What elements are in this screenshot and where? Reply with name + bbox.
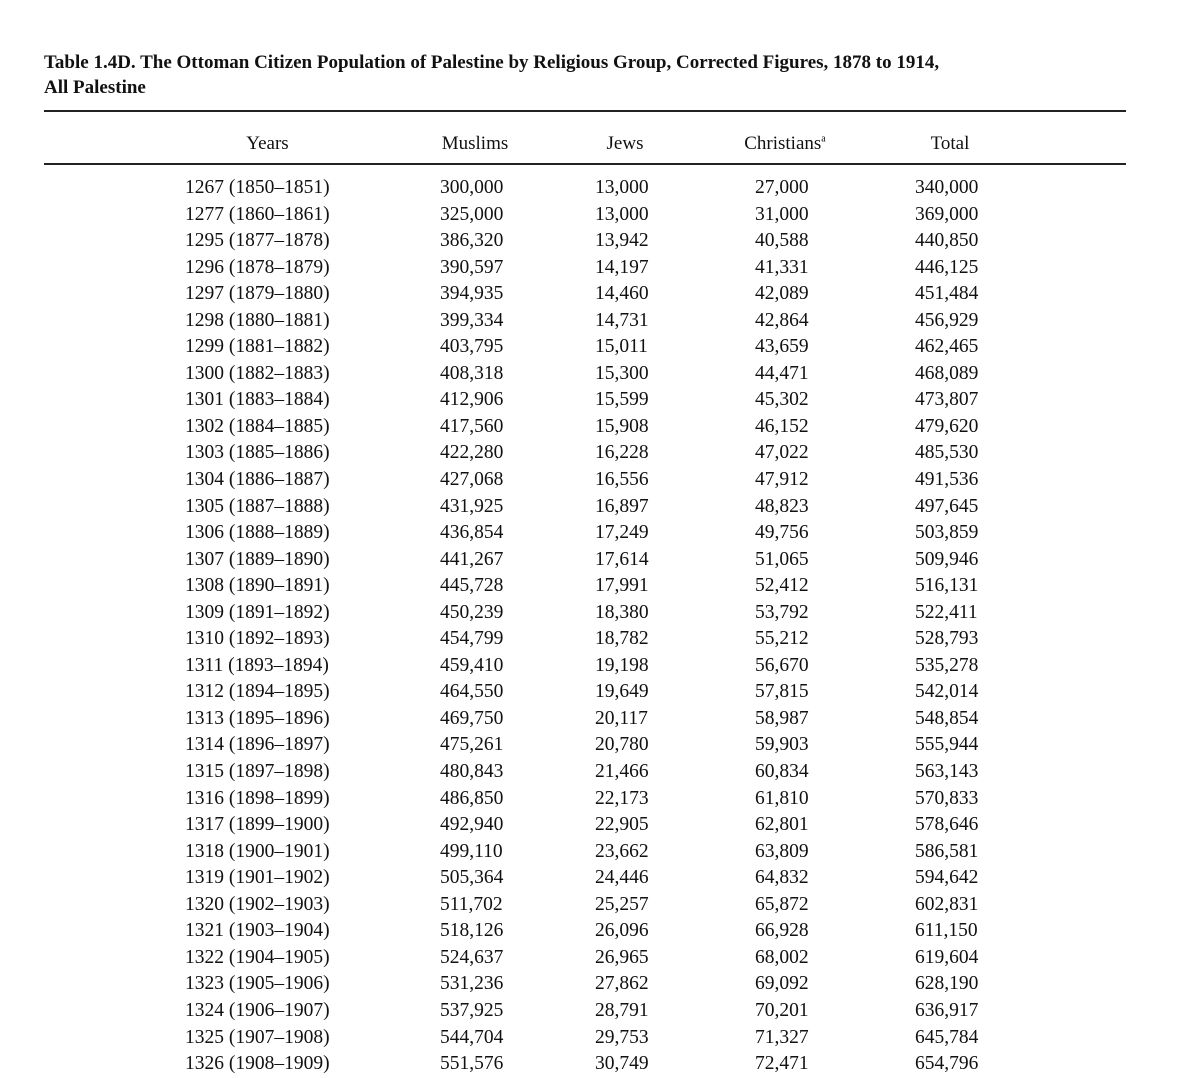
cell-christians: 48,823	[755, 495, 809, 517]
table-row	[0, 998, 1200, 1025]
table-row	[0, 440, 1200, 467]
cell-muslims: 445,728	[440, 575, 504, 597]
cell-total: 535,278	[915, 654, 979, 676]
table-row	[0, 467, 1200, 494]
cell-muslims: 531,236	[440, 973, 504, 995]
cell-christians: 46,152	[755, 415, 809, 437]
cell-years: 1301 (1883–1884)	[185, 389, 330, 411]
cell-jews: 30,749	[595, 1053, 649, 1075]
cell-years: 1322 (1904–1905)	[185, 946, 330, 968]
cell-muslims: 486,850	[440, 787, 504, 809]
cell-total: 570,833	[915, 787, 979, 809]
cell-years: 1307 (1889–1890)	[185, 548, 330, 570]
cell-christians: 43,659	[755, 336, 809, 358]
cell-muslims: 469,750	[440, 707, 504, 729]
cell-total: 440,850	[915, 230, 979, 252]
cell-muslims: 492,940	[440, 814, 504, 836]
table-row	[0, 520, 1200, 547]
cell-years: 1299 (1881–1882)	[185, 336, 330, 358]
cell-jews: 22,173	[595, 787, 649, 809]
cell-years: 1308 (1890–1891)	[185, 575, 330, 597]
cell-years: 1324 (1906–1907)	[185, 999, 330, 1021]
cell-total: 611,150	[915, 920, 978, 942]
cell-jews: 17,991	[595, 575, 649, 597]
cell-jews: 15,300	[595, 362, 649, 384]
cell-muslims: 480,843	[440, 761, 504, 783]
table-row	[0, 865, 1200, 892]
cell-jews: 16,897	[595, 495, 649, 517]
cell-christians: 53,792	[755, 601, 809, 623]
column-header-years: Years	[246, 133, 289, 154]
cell-muslims: 431,925	[440, 495, 504, 517]
table-row	[0, 281, 1200, 308]
cell-muslims: 475,261	[440, 734, 504, 756]
cell-jews: 21,466	[595, 761, 649, 783]
cell-total: 645,784	[915, 1026, 979, 1048]
column-header-muslims: Muslims	[441, 133, 509, 154]
cell-jews: 13,000	[595, 203, 649, 225]
cell-total: 654,796	[915, 1053, 979, 1075]
cell-years: 1306 (1888–1889)	[185, 522, 330, 544]
cell-years: 1295 (1877–1878)	[185, 230, 330, 252]
cell-christians: 58,987	[755, 707, 809, 729]
cell-total: 522,411	[915, 601, 978, 623]
cell-muslims: 464,550	[440, 681, 504, 703]
cell-years: 1321 (1903–1904)	[185, 920, 330, 942]
cell-muslims: 524,637	[440, 946, 504, 968]
cell-jews: 18,380	[595, 601, 649, 623]
cell-years: 1323 (1905–1906)	[185, 973, 330, 995]
cell-muslims: 399,334	[440, 309, 504, 331]
cell-years: 1302 (1884–1885)	[185, 415, 330, 437]
table-caption-line-2: All Palestine	[44, 77, 146, 98]
cell-christians: 64,832	[755, 867, 809, 889]
cell-years: 1304 (1886–1887)	[185, 469, 330, 491]
cell-jews: 19,198	[595, 654, 649, 676]
cell-muslims: 394,935	[440, 283, 504, 305]
cell-jews: 28,791	[595, 999, 649, 1021]
table-row	[0, 732, 1200, 759]
cell-christians: 70,201	[755, 999, 809, 1021]
table-row	[0, 971, 1200, 998]
cell-muslims: 544,704	[440, 1026, 504, 1048]
cell-jews: 16,556	[595, 469, 649, 491]
cell-total: 491,536	[915, 469, 979, 491]
cell-jews: 17,614	[595, 548, 649, 570]
cell-christians: 66,928	[755, 920, 809, 942]
cell-jews: 20,117	[595, 707, 648, 729]
cell-christians: 63,809	[755, 840, 809, 862]
cell-total: 462,465	[915, 336, 979, 358]
cell-jews: 18,782	[595, 628, 649, 650]
table-row	[0, 175, 1200, 202]
table-row	[0, 387, 1200, 414]
cell-years: 1319 (1901–1902)	[185, 867, 330, 889]
table-row	[0, 918, 1200, 945]
cell-muslims: 511,702	[440, 893, 503, 915]
cell-jews: 17,249	[595, 522, 649, 544]
cell-jews: 25,257	[595, 893, 649, 915]
table-row	[0, 1051, 1200, 1078]
table-row	[0, 494, 1200, 521]
cell-total: 369,000	[915, 203, 979, 225]
table-row	[0, 706, 1200, 733]
cell-muslims: 450,239	[440, 601, 504, 623]
cell-muslims: 412,906	[440, 389, 504, 411]
table-row	[0, 414, 1200, 441]
cell-total: 628,190	[915, 973, 979, 995]
table-row	[0, 839, 1200, 866]
table-row	[0, 759, 1200, 786]
cell-total: 479,620	[915, 415, 979, 437]
cell-years: 1317 (1899–1900)	[185, 814, 330, 836]
cell-total: 594,642	[915, 867, 979, 889]
top-rule	[44, 110, 1126, 112]
cell-christians: 47,022	[755, 442, 809, 464]
cell-christians: 51,065	[755, 548, 809, 570]
cell-total: 578,646	[915, 814, 979, 836]
cell-total: 456,929	[915, 309, 979, 331]
cell-christians: 42,089	[755, 283, 809, 305]
footnote-marker: a	[821, 133, 826, 145]
cell-muslims: 499,110	[440, 840, 503, 862]
table-row	[0, 361, 1200, 388]
cell-jews: 14,731	[595, 309, 649, 331]
cell-christians: 55,212	[755, 628, 809, 650]
cell-years: 1326 (1908–1909)	[185, 1053, 330, 1075]
cell-christians: 42,864	[755, 309, 809, 331]
cell-jews: 26,965	[595, 946, 649, 968]
column-header-jews: Jews	[606, 133, 644, 154]
cell-christians: 72,471	[755, 1053, 809, 1075]
cell-total: 542,014	[915, 681, 979, 703]
cell-christians: 41,331	[755, 256, 809, 278]
header-rule	[44, 163, 1126, 165]
cell-christians: 44,471	[755, 362, 809, 384]
cell-total: 528,793	[915, 628, 979, 650]
cell-muslims: 386,320	[440, 230, 504, 252]
cell-total: 586,581	[915, 840, 979, 862]
cell-christians: 56,670	[755, 654, 809, 676]
cell-jews: 15,011	[595, 336, 648, 358]
cell-muslims: 459,410	[440, 654, 504, 676]
cell-total: 473,807	[915, 389, 979, 411]
table-row	[0, 679, 1200, 706]
cell-total: 451,484	[915, 283, 979, 305]
cell-jews: 22,905	[595, 814, 649, 836]
cell-years: 1320 (1902–1903)	[185, 893, 330, 915]
cell-years: 1296 (1878–1879)	[185, 256, 330, 278]
cell-years: 1313 (1895–1896)	[185, 707, 330, 729]
table-row	[0, 786, 1200, 813]
cell-muslims: 551,576	[440, 1053, 504, 1075]
cell-christians: 62,801	[755, 814, 809, 836]
cell-christians: 69,092	[755, 973, 809, 995]
cell-years: 1303 (1885–1886)	[185, 442, 330, 464]
table-row	[0, 547, 1200, 574]
cell-christians: 27,000	[755, 177, 809, 198]
cell-muslims: 441,267	[440, 548, 504, 570]
table-caption-line-1: Table 1.4D. The Ottoman Citizen Population of Palestine by Religious Group, Corrected Figures, 1878 to 1914,	[44, 52, 940, 73]
table-row	[0, 600, 1200, 627]
cell-years: 1312 (1894–1895)	[185, 681, 330, 703]
table-caption	[44, 50, 1144, 100]
cell-christians: 40,588	[755, 230, 809, 252]
cell-total: 602,831	[915, 893, 979, 915]
cell-christians: 57,815	[755, 681, 809, 703]
cell-christians: 68,002	[755, 946, 809, 968]
cell-total: 509,946	[915, 548, 979, 570]
cell-jews: 23,662	[595, 840, 649, 862]
cell-muslims: 408,318	[440, 362, 504, 384]
cell-jews: 19,649	[595, 681, 649, 703]
cell-jews: 14,460	[595, 283, 649, 305]
cell-total: 446,125	[915, 256, 979, 278]
table-row	[0, 653, 1200, 680]
cell-total: 548,854	[915, 707, 979, 729]
cell-christians: 31,000	[755, 203, 809, 225]
cell-total: 636,917	[915, 999, 979, 1021]
table-row	[0, 812, 1200, 839]
cell-jews: 27,862	[595, 973, 649, 995]
cell-muslims: 427,068	[440, 469, 504, 491]
cell-jews: 26,096	[595, 920, 649, 942]
table-row	[0, 308, 1200, 335]
table-row	[0, 228, 1200, 255]
cell-years: 1297 (1879–1880)	[185, 283, 330, 305]
cell-total: 555,944	[915, 734, 979, 756]
cell-christians: 71,327	[755, 1026, 809, 1048]
column-header-christians-label: Christians	[744, 133, 822, 154]
cell-total: 503,859	[915, 522, 979, 544]
cell-christians: 47,912	[755, 469, 809, 491]
cell-muslims: 422,280	[440, 442, 504, 464]
column-header-total: Total	[930, 133, 970, 154]
cell-years: 1315 (1897–1898)	[185, 761, 330, 783]
cell-total: 485,530	[915, 442, 979, 464]
table-row	[0, 573, 1200, 600]
table-row	[0, 334, 1200, 361]
cell-christians: 52,412	[755, 575, 809, 597]
cell-years: 1267 (1850–1851)	[185, 177, 330, 198]
cell-years: 1316 (1898–1899)	[185, 787, 330, 809]
cell-muslims: 403,795	[440, 336, 504, 358]
cell-years: 1318 (1900–1901)	[185, 840, 330, 862]
cell-total: 516,131	[915, 575, 979, 597]
table-row	[0, 1025, 1200, 1052]
cell-total: 340,000	[915, 177, 979, 198]
cell-years: 1314 (1896–1897)	[185, 734, 330, 756]
cell-total: 497,645	[915, 495, 979, 517]
cell-christians: 49,756	[755, 522, 809, 544]
cell-muslims: 417,560	[440, 415, 504, 437]
cell-jews: 14,197	[595, 256, 649, 278]
cell-total: 468,089	[915, 362, 979, 384]
cell-jews: 24,446	[595, 867, 649, 889]
cell-christians: 61,810	[755, 787, 809, 809]
table-row	[0, 202, 1200, 229]
cell-jews: 15,908	[595, 415, 649, 437]
cell-years: 1277 (1860–1861)	[185, 203, 330, 225]
cell-muslims: 505,364	[440, 867, 504, 889]
cell-years: 1325 (1907–1908)	[185, 1026, 330, 1048]
cell-years: 1305 (1887–1888)	[185, 495, 330, 517]
cell-years: 1311 (1893–1894)	[185, 654, 329, 676]
cell-muslims: 518,126	[440, 920, 504, 942]
cell-muslims: 390,597	[440, 256, 504, 278]
column-header-christians	[730, 133, 840, 155]
cell-christians: 59,903	[755, 734, 809, 756]
cell-christians: 45,302	[755, 389, 809, 411]
cell-muslims: 454,799	[440, 628, 504, 650]
cell-jews: 15,599	[595, 389, 649, 411]
cell-muslims: 436,854	[440, 522, 504, 544]
cell-jews: 16,228	[595, 442, 649, 464]
cell-muslims: 325,000	[440, 203, 504, 225]
cell-years: 1310 (1892–1893)	[185, 628, 330, 650]
table-row	[0, 892, 1200, 919]
cell-jews: 29,753	[595, 1026, 649, 1048]
cell-total: 563,143	[915, 761, 979, 783]
table-row	[0, 945, 1200, 972]
cell-jews: 13,942	[595, 230, 649, 252]
cell-muslims: 300,000	[440, 177, 504, 198]
cell-years: 1298 (1880–1881)	[185, 309, 330, 331]
cell-jews: 13,000	[595, 177, 649, 198]
table-row	[0, 255, 1200, 282]
cell-years: 1300 (1882–1883)	[185, 362, 330, 384]
cell-years: 1309 (1891–1892)	[185, 601, 330, 623]
cell-christians: 65,872	[755, 893, 809, 915]
table-row	[0, 626, 1200, 653]
cell-christians: 60,834	[755, 761, 809, 783]
table-body	[0, 175, 1200, 1078]
cell-total: 619,604	[915, 946, 979, 968]
cell-jews: 20,780	[595, 734, 649, 756]
cell-muslims: 537,925	[440, 999, 504, 1021]
